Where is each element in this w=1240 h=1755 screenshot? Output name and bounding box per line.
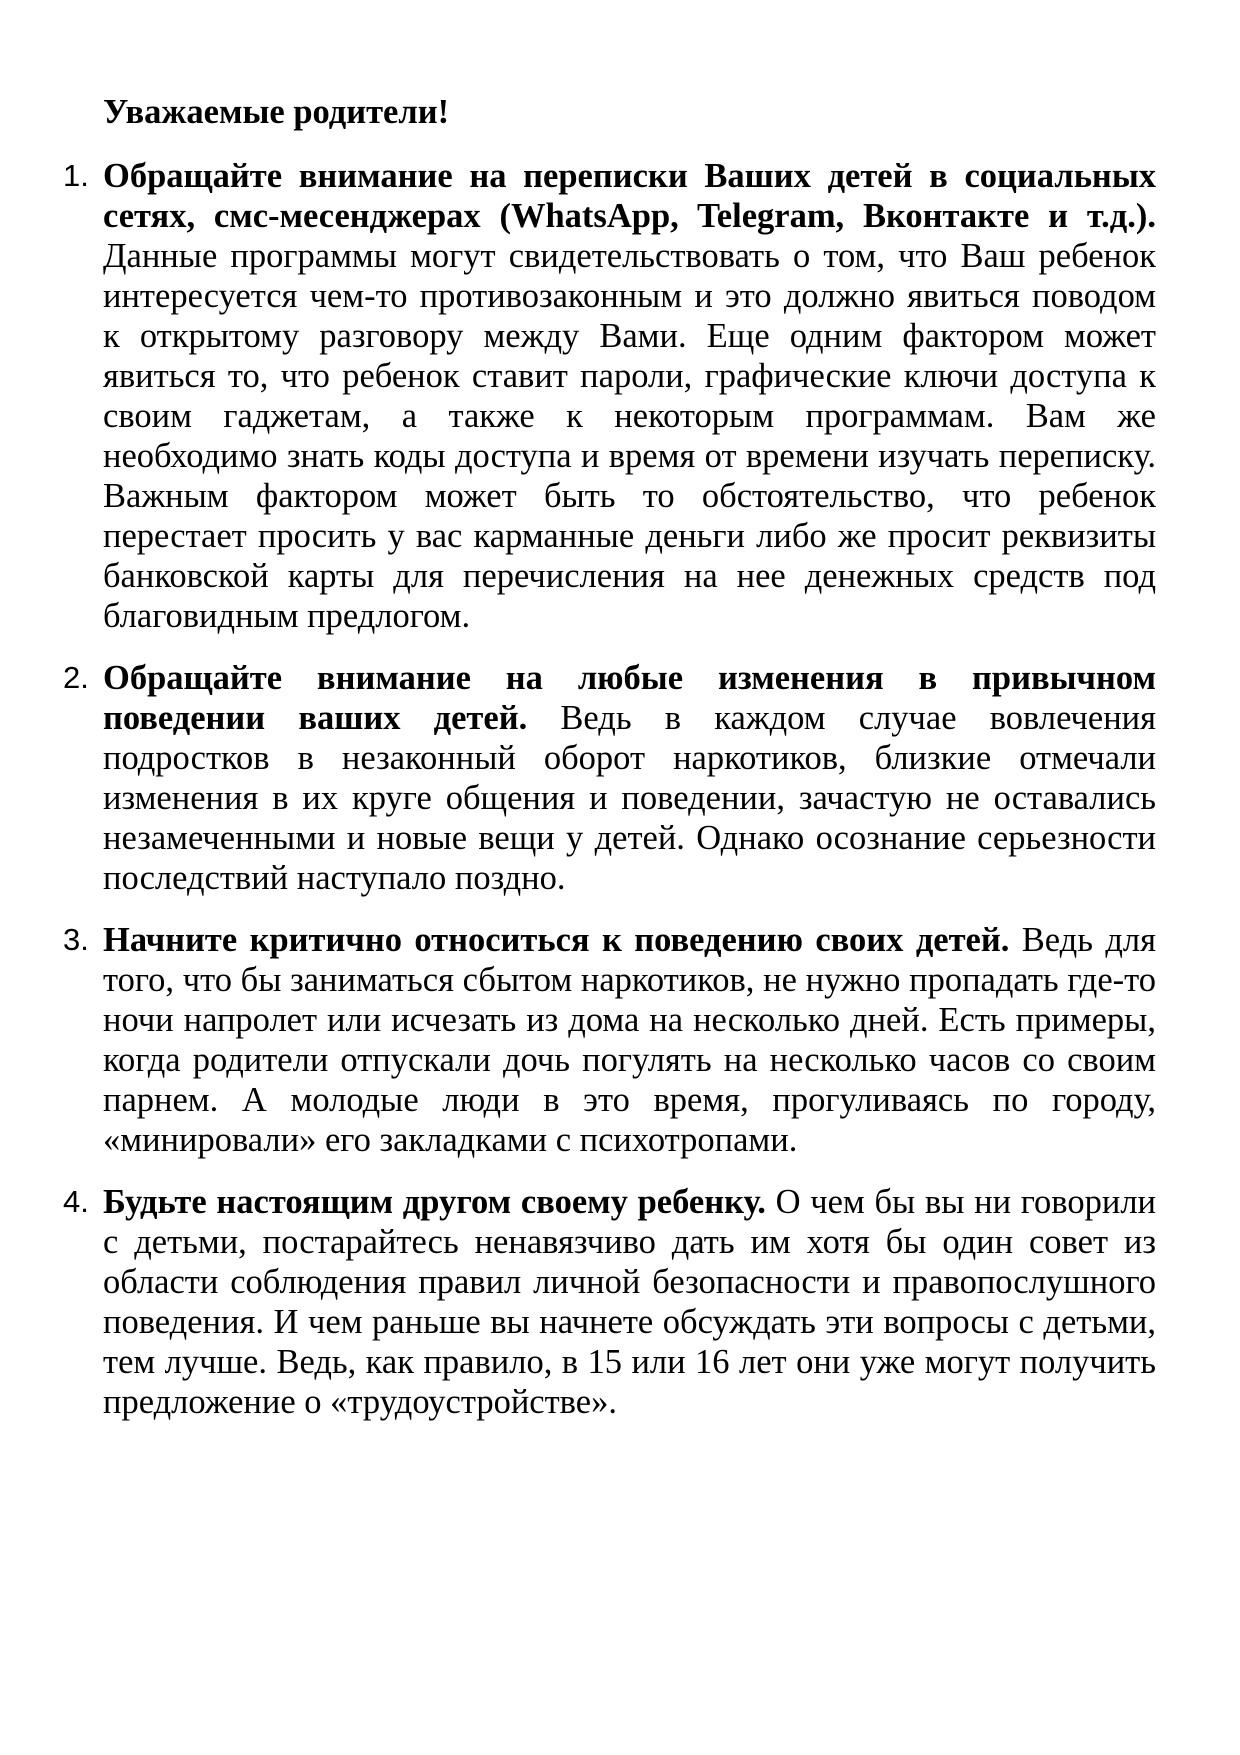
item-number: 3.: [63, 922, 89, 957]
item-text: Ведь для того, что бы заниматься сбытом наркотиков, не нужно пропадать где-то ночи напролет или исчезать из дома на несколько дней. Есть примеры, когда родители отпускали дочь погулять на несколько часов со своим парнем. А молодые люди в это время, прогуливаясь по городу, «минировали» его закладками с психотропами.: [103, 921, 1156, 1159]
advice-item: [63, 1182, 1157, 1422]
item-text: Данные программы могут свидетельствовать о том, что Ваш ребенок интересуется чем-то противозаконным и это должно явиться поводом к открытому разговору между Вами. Еще одним фактором может явиться то, что ребенок ставит пароли, графические ключи доступа к своим гаджетам, а также к некоторым программам. Вам же необходимо знать коды доступа и время от времени изучать переписку. Важным фактором может быть то обстоятельство, что ребенок перестает просить у вас карманные деньги либо же просит реквизиты банковской карты для перечисления на нее денежных средств под благовидным предлогом.: [103, 237, 1156, 635]
item-lead: Обращайте внимание на переписки Ваших детей в социальных сетях, смс-месенджерах (WhatsApp, Telegram, Вконтакте и т.д.).: [103, 157, 1156, 235]
item-number: 4.: [63, 1184, 89, 1219]
item-lead: Будьте настоящим другом своему ребенку.: [103, 1183, 776, 1221]
item-text: О чем бы вы ни говорили с детьми, постарайтесь ненавязчиво дать им хотя бы один совет из области соблюдения правил личной безопасности и правопослушного поведения. И чем раньше вы начнете обсуждать эти вопросы с детьми, тем лучше. Ведь, как правило, в 15 или 16 лет они уже могут получить предложение о «трудоустройстве».: [103, 1183, 1157, 1421]
advice-list: [63, 156, 1157, 1422]
item-number: 1.: [63, 158, 89, 193]
item-text: Ведь в каждом случае вовлечения подростков в незаконный оборот наркотиков, близкие отмечали изменения в их круге общения и поведении, зачастую не оставались незамеченными и новые вещи у детей. Однако осознание серьезности последствий наступало поздно.: [103, 699, 1156, 897]
item-number: 2.: [63, 660, 89, 695]
item-lead: Начните критично относиться к поведению своих детей.: [103, 921, 1022, 959]
item-lead: Обращайте внимание на любые изменения в привычном поведении ваших детей.: [103, 659, 1156, 737]
advice-item: [63, 658, 1156, 898]
advice-item: [63, 920, 1156, 1160]
advice-item: [63, 156, 1156, 636]
document-heading: Уважаемые родители!: [103, 93, 450, 131]
